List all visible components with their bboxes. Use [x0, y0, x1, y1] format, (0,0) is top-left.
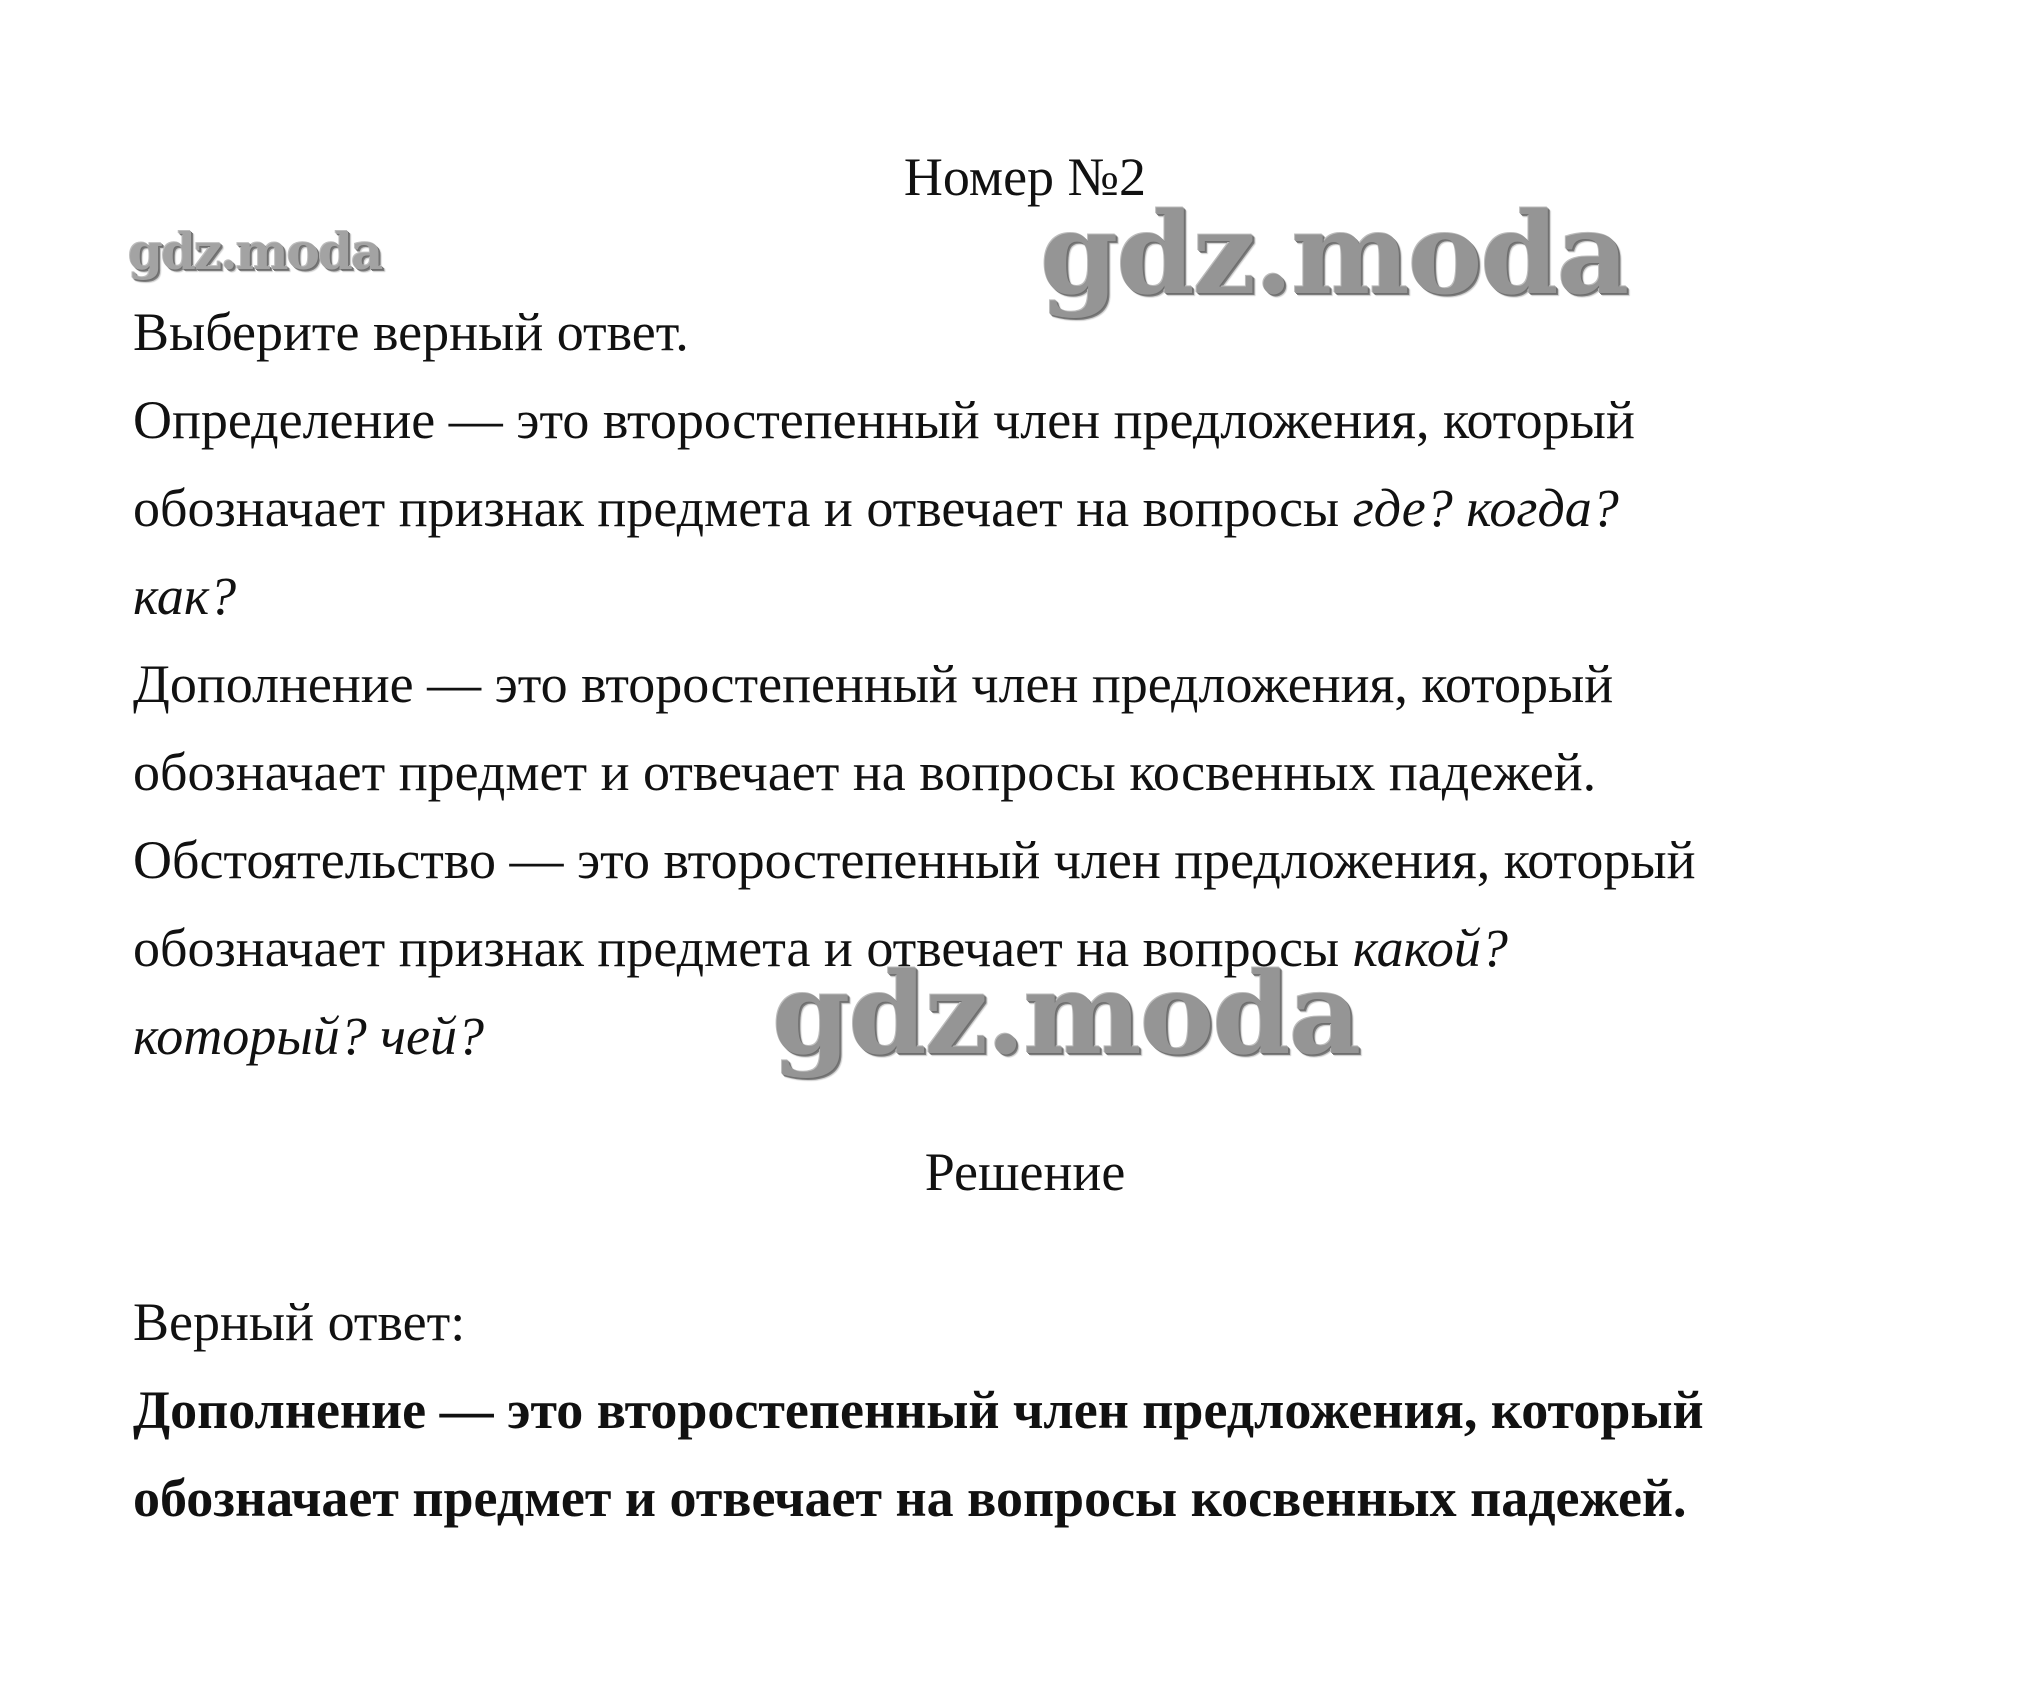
option-3-questions-cont: который? чей? [133, 1006, 484, 1066]
option-3-questions: какой? [1352, 918, 1508, 978]
option-3-line-2 [133, 904, 1953, 992]
option-2-line-2: обозначает предмет и отвечает на вопросы косвенных падежей. [133, 742, 1597, 802]
watermark-logo-top: gdz.moda [1040, 189, 1628, 320]
option-2-line-1: Дополнение — это второстепенный член предложения, который [133, 654, 1614, 714]
option-1-questions: где? когда? [1352, 478, 1619, 538]
page-title: Номер №2 [903, 147, 1147, 207]
watermark-logo-small: gdz.moda [128, 222, 382, 281]
solution-answer [133, 1278, 1953, 1542]
watermark-logo-middle: gdz.moda [772, 949, 1360, 1080]
answer-label: Верный ответ: [133, 1292, 466, 1352]
option-1-line-3 [133, 552, 1953, 640]
option-3-line-2-text: обозначает признак предмета и отвечает на вопросы [133, 918, 1353, 978]
option-1-line-1: Определение — это второстепенный член предложения, который [133, 390, 1635, 450]
option-3-line-1: Обстоятельство — это второстепенный член предложения, который [133, 830, 1696, 890]
task-instruction: Выберите верный ответ. [133, 302, 689, 362]
solution-heading: Решение [924, 1142, 1126, 1202]
option-1-line-2 [133, 464, 1953, 552]
option-3-line-3 [133, 992, 1953, 1080]
task-text [133, 288, 1953, 1080]
option-1-questions-cont: как? [133, 566, 237, 626]
answer-line-1: Дополнение — это второстепенный член предложения, который [133, 1380, 1704, 1440]
answer-line-2: обозначает предмет и отвечает на вопросы косвенных падежей. [133, 1468, 1687, 1528]
option-1-line-2-text: обозначает признак предмета и отвечает на вопросы [133, 478, 1353, 538]
